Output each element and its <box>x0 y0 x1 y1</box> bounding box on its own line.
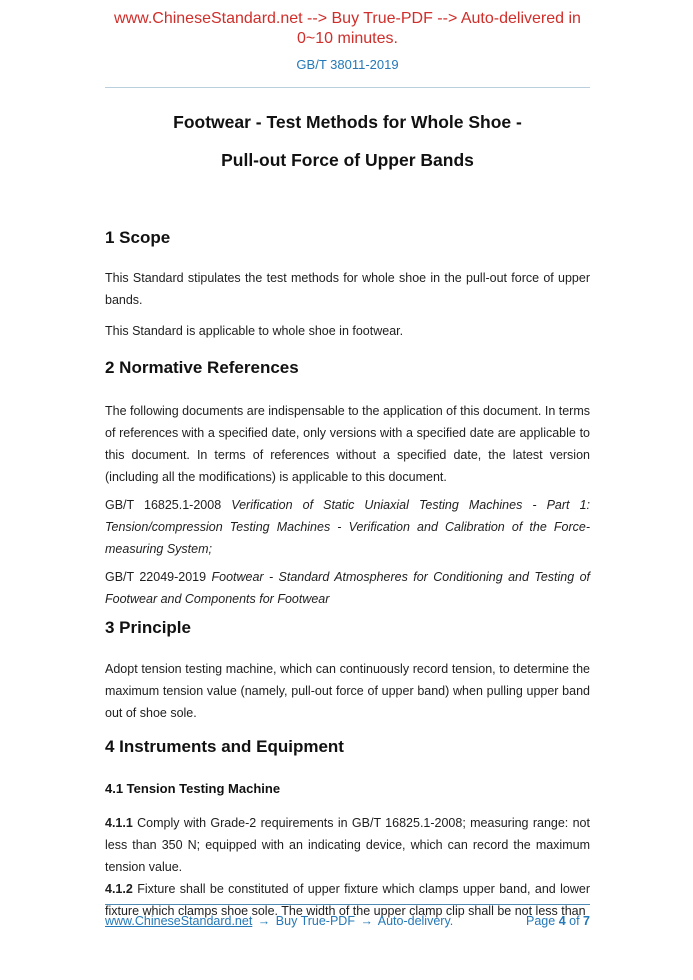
normative-intro-paragraph: The following documents are indispensable to the application of this document. In terms of references with a specified date, only versions with a specified date are applicable to this document. In terms of references without a specified date, the latest version (including all the modifications) is applicable to this document. <box>105 404 590 484</box>
section-heading-instruments: 4 Instruments and Equipment <box>105 737 344 756</box>
doc-title-line-2: Pull-out Force of Upper Bands <box>221 150 474 170</box>
footer-left <box>105 913 453 929</box>
reference-entry-2 <box>105 566 590 610</box>
page-label: Page <box>526 914 556 928</box>
page-of-label: of <box>569 914 580 928</box>
page-footer <box>105 904 590 929</box>
right-arrow-icon: → <box>257 914 271 928</box>
scope-paragraph-2: This Standard is applicable to whole shoe in footwear. <box>105 324 404 338</box>
footer-delivery-text: Auto-delivery. <box>377 914 454 928</box>
clause-4-1-1-number: 4.1.1 <box>105 816 133 830</box>
reference-1-code: GB/T 16825.1-2008 <box>105 498 222 512</box>
header-promo-link[interactable]: www.ChineseStandard.net --> Buy True-PDF --> Auto-delivered in 0~10 minutes. <box>114 10 581 47</box>
reference-1-title: Verification of Static Uniaxial Testing Machines - Part 1: Tension/compression Testing Machines - Verification and Calibration of the Force-measuring System; <box>105 498 590 556</box>
reference-entry-1 <box>105 494 590 560</box>
clause-4-1-2-number: 4.1.2 <box>105 882 133 896</box>
header-divider <box>105 87 590 88</box>
page-current: 4 <box>558 914 566 928</box>
page-indicator <box>526 913 590 929</box>
section-heading-principle: 3 Principle <box>105 618 191 637</box>
footer-buy-text: Buy True-PDF <box>275 914 355 928</box>
page-content <box>0 9 693 922</box>
scope-paragraph-1: This Standard stipulates the test methods for whole shoe in the pull-out force of upper bands. <box>105 271 590 307</box>
section-heading-normative-references: 2 Normative References <box>105 358 299 377</box>
doc-title-line-1: Footwear - Test Methods for Whole Shoe - <box>173 112 522 132</box>
subsection-heading-tension-testing-machine: 4.1 Tension Testing Machine <box>105 781 281 796</box>
standard-number: GB/T 38011-2019 <box>296 57 399 72</box>
page-total: 7 <box>583 914 590 928</box>
clause-4-1-1-text: Comply with Grade-2 requirements in GB/T 16825.1-2008; measuring range: not less than 350 N; equipped with an indicating device, which can record the maximum tension value. <box>105 816 590 874</box>
principle-paragraph: Adopt tension testing machine, which can continuously record tension, to determine the maximum tension value (namely, pull-out force of upper band) when pulling upper band out of shoe sole. <box>105 662 590 720</box>
footer-site-link[interactable]: www.ChineseStandard.net <box>105 914 253 928</box>
clause-4-1-1 <box>105 812 590 878</box>
reference-2-title: Footwear - Standard Atmospheres for Conditioning and Testing of Footwear and Components for Footwear <box>105 570 591 606</box>
right-arrow-icon: → <box>360 914 373 928</box>
reference-2-code: GB/T 22049-2019 <box>105 570 207 584</box>
clause-4-1-2-text: Fixture shall be constituted of upper fixture which clamps upper band, and lower fixture which clamps shoe sole. The width of the upper clamp clip shall be not less than <box>105 882 590 918</box>
section-heading-scope: 1 Scope <box>105 228 171 247</box>
